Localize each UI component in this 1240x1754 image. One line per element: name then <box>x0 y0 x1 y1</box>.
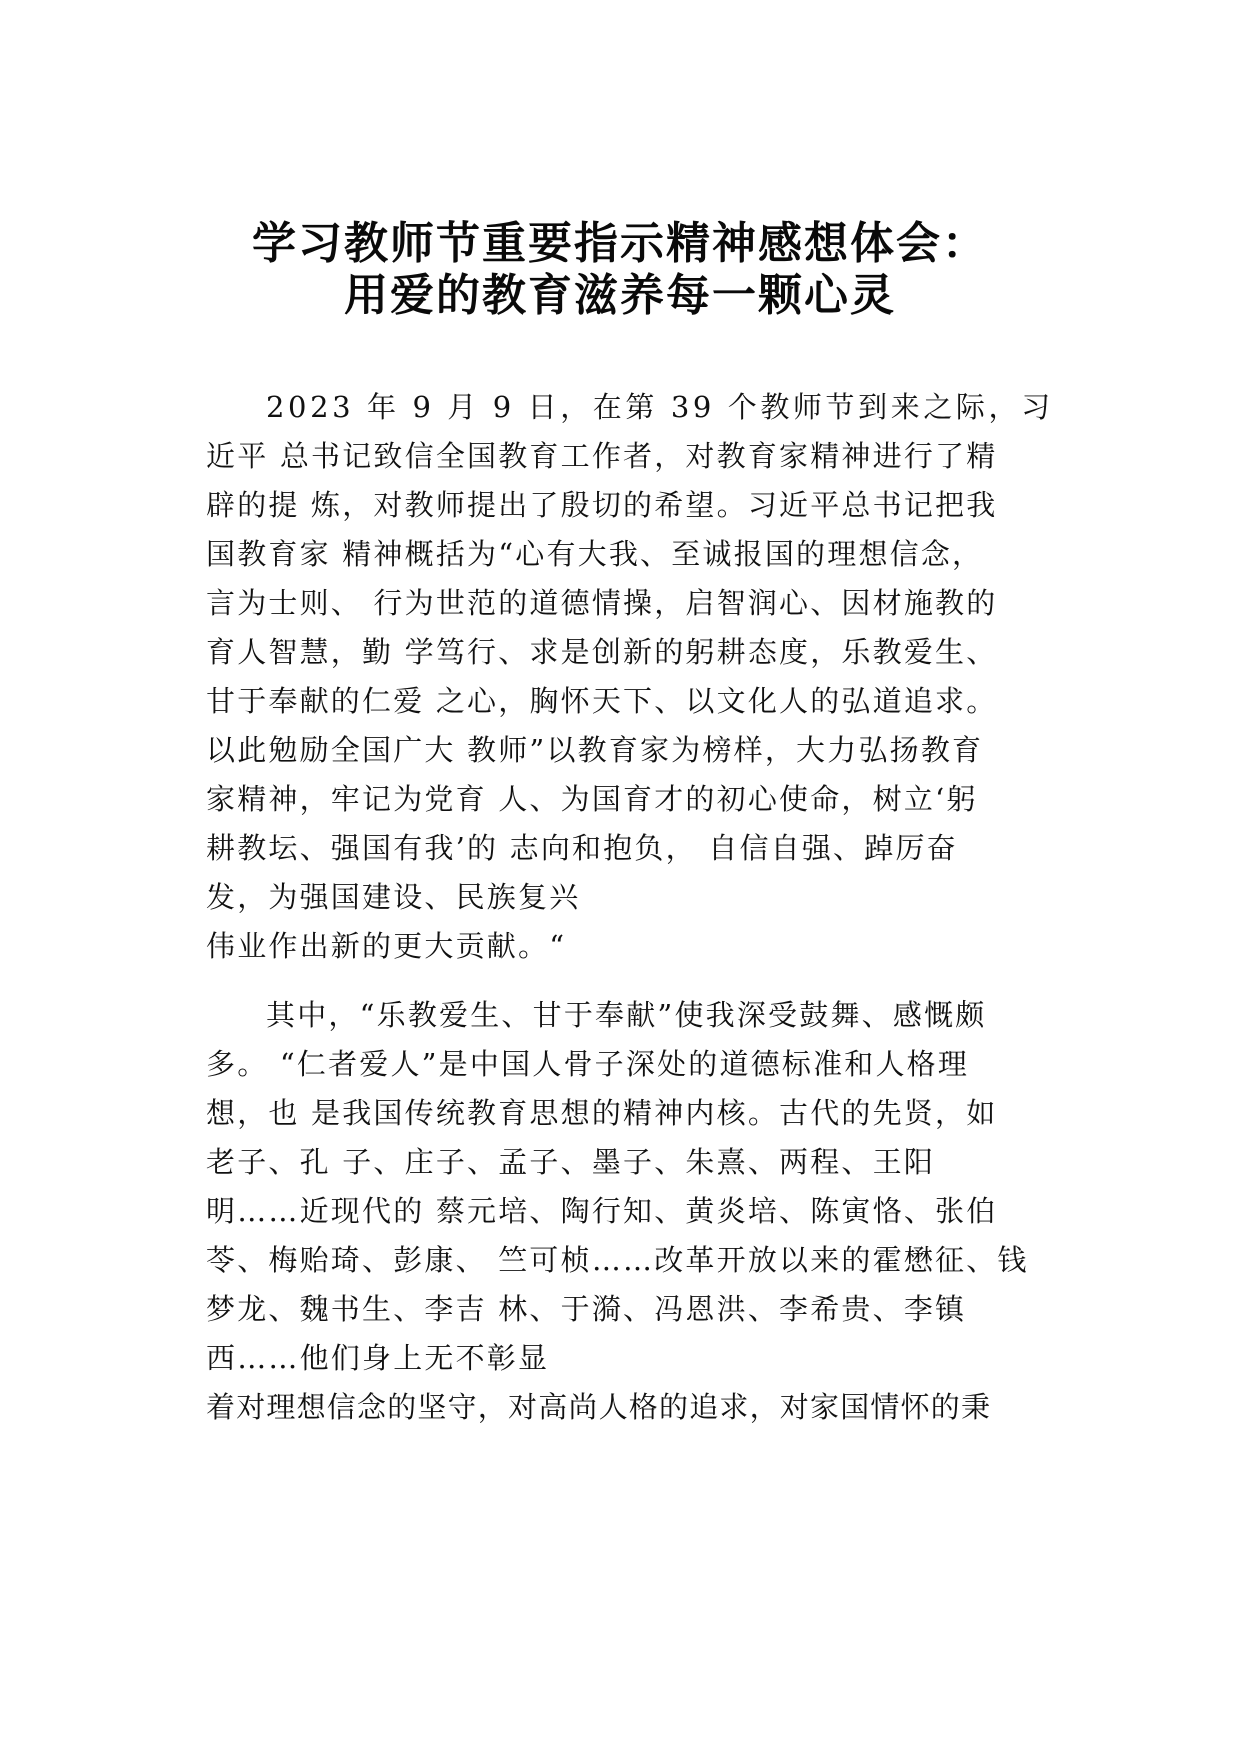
paragraph-line: 其中，“乐教爱生、甘于奉献”使我深受鼓舞、感慨颇 <box>266 998 987 1032</box>
paragraph-line: 近平 总书记致信全国教育工作者，对教育家精神进行了精 <box>206 439 998 473</box>
paragraph-line: 辟的提 炼，对教师提出了殷切的希望。习近平总书记把我 <box>206 488 998 522</box>
paragraph-line: 甘于奉献的仁爱 之心，胸怀天下、以文化人的弘道追求。 <box>206 684 998 718</box>
document-title-line-1: 学习教师节重要指示精神感想体会： <box>252 218 988 269</box>
paragraph-line: 发，为强国建设、民族复兴 <box>206 880 581 914</box>
paragraph-line: 着对理想信念的坚守，对高尚人格的追求，对家国情怀的秉 <box>206 1390 992 1424</box>
paragraph-line: 西……他们身上无不彰显 <box>206 1341 550 1375</box>
paragraph-line: 国教育家 精神概括为“心有大我、至诚报国的理想信念， <box>206 537 984 571</box>
paragraph-line: 2023 年 9 月 9 日，在第 39 个教师节到来之际，习 <box>266 390 1054 424</box>
paragraph-line: 多。 “仁者爱人”是中国人骨子深处的道德标准和人格理 <box>206 1047 970 1081</box>
document-title-line-2: 用爱的教育滋养每一颗心灵 <box>344 270 896 321</box>
paragraph-line: 梦龙、魏书生、李吉 林、于漪、冯恩洪、李希贵、李镇 <box>206 1292 967 1326</box>
paragraph-line: 想，也 是我国传统教育思想的精神内核。古代的先贤，如 <box>206 1096 998 1130</box>
paragraph-line: 伟业作出新的更大贡献。“ <box>206 929 567 963</box>
paragraph-line: 明……近现代的 蔡元培、陶行知、黄炎培、陈寅恪、张伯 <box>206 1194 998 1228</box>
paragraph-line: 以此勉励全国广大 教师”以教育家为榜样，大力弘扬教育 <box>206 733 984 767</box>
paragraph-line: 老子、孔 子、庄子、孟子、墨子、朱熹、两程、王阳 <box>206 1145 936 1179</box>
paragraph-line: 育人智慧，勤 学笃行、求是创新的躬耕态度，乐教爱生、 <box>206 635 998 669</box>
paragraph-line: 苓、梅贻琦、彭康、 竺可桢……改革开放以来的霍懋征、钱 <box>206 1243 1029 1277</box>
paragraph-line: 家精神，牢记为党育 人、为国育才的初心使命，树立‘躬 <box>206 782 978 816</box>
paragraph-line: 言为士则、 行为世范的道德情操，启智润心、因材施教的 <box>206 586 998 620</box>
paragraph-line: 耕教坛、强国有我’的 志向和抱负， 自信自强、踔厉奋 <box>206 831 958 865</box>
